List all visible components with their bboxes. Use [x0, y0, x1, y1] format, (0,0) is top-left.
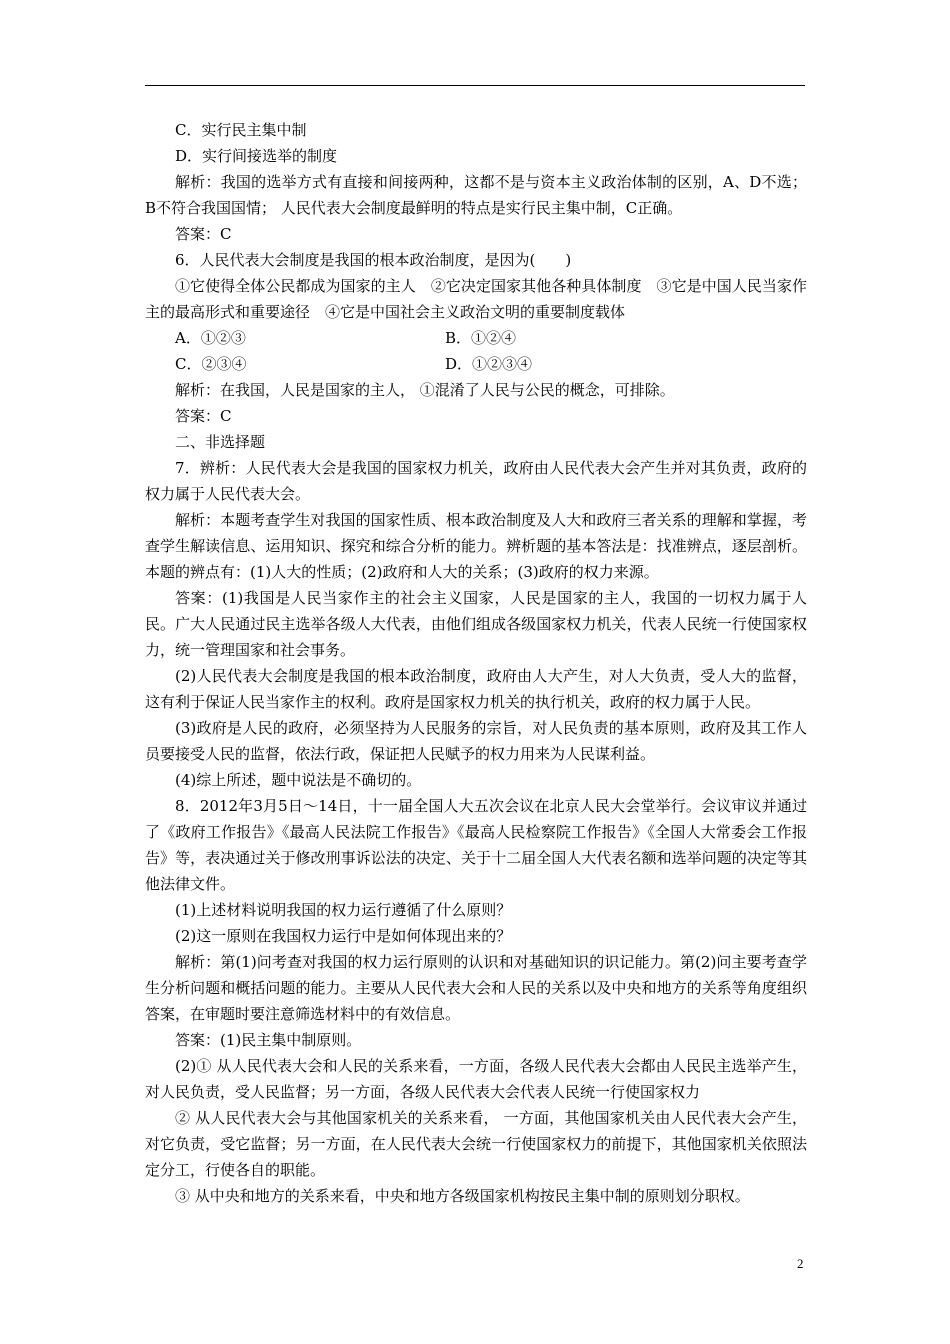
answer-q8-part-2: (2)① 从人民代表大会和人民的关系来看，一方面，各级人民代表大会都由人民民主选举产生，对人民负责，受人民监督；另一方面，各级人民代表大会代表人民统一行使国家权力 — [145, 1057, 807, 1101]
document-body — [145, 117, 807, 1209]
question-8-sub-2: (2)这一原则在我国权力运行中是如何体现出来的？ — [175, 927, 512, 945]
answer-q8-part-4: ③ 从中央和地方的关系来看，中央和地方各级国家机构按民主集中制的原则划分职权。 — [175, 1187, 750, 1205]
section-heading: 二、非选择题 — [175, 433, 266, 451]
answer-q7-part-4: (4)综上所述，题中说法是不确切的。 — [175, 771, 422, 789]
analysis-q7: 解析：本题考查学生对我国的国家性质、根本政治制度及人大和政府三者关系的理解和掌握，考查学生解读信息、运用知识、探究和综合分析的能力。辨析题的基本答法是：找准辨点，逐层剖析。本题的辨点有：(1)人大的性质；(2)政府和人大的关系；(3)政府的权力来源。 — [145, 511, 807, 581]
answer-q7-part-1: 答案：(1)我国是人民当家作主的社会主义国家，人民是国家的主人，我国的一切权力属于人民。广大人民通过民主选举各级人大代表，由他们组成各级国家权力机关，代表人民统一行使国家权力，统一管理国家和社会事务。 — [145, 589, 807, 659]
question-6-options-row-1 — [145, 325, 807, 351]
answer-q5: 答案：C — [175, 225, 232, 243]
option-c-q6: C．②③④ — [175, 355, 247, 373]
question-8-sub-1: (1)上述材料说明我国的权力运行遵循了什么原则？ — [175, 901, 512, 919]
option-c: C．实行民主集中制 — [175, 121, 307, 139]
question-7: 7．辨析：人民代表大会是我国的国家权力机关，政府由人民代表大会产生并对其负责，政府的权力属于人民代表大会。 — [145, 459, 807, 503]
question-6: 6．人民代表大会制度是我国的根本政治制度，是因为( ) — [175, 251, 572, 269]
analysis-q8: 解析：第(1)问考查对我国的权力运行原则的认识和对基础知识的识记能力。第(2)问主要考查学生分析问题和概括问题的能力。主要从人民代表大会和人民的关系以及中央和地方的关系等角度组织答案，在审题时要注意筛选材料中的有效信息。 — [145, 953, 807, 1023]
answer-q7-part-2: (2)人民代表大会制度是我国的根本政治制度，政府由人大产生，对人大负责，受人大的监督，这有利于保证人民当家作主的权利。政府是国家权力机关的执行机关，政府的权力属于人民。 — [145, 667, 807, 711]
analysis-q5: 解析：我国的选举方式有直接和间接两种，这都不是与资本主义政治体制的区别，A、D不选；B不符合我国国情； 人民代表大会制度最鲜明的特点是实行民主集中制，C正确。 — [145, 173, 807, 217]
option-b: B．①②④ — [445, 329, 517, 347]
question-8: 8．2012年3月5日～14日，十一届全国人大五次会议在北京人民大会堂举行。会议审议并通过了《政府工作报告》《最高人民法院工作报告》《最高人民检察院工作报告》《全国人大常委会工作报告》等，表决通过关于修改刑事诉讼法的决定、关于十二届全国人大代表名额和选举问题的决定等其他法律文件。 — [145, 797, 807, 893]
answer-q6: 答案：C — [175, 407, 232, 425]
analysis-q6: 解析：在我国，人民是国家的主人， ①混淆了人民与公民的概念，可排除。 — [175, 381, 675, 399]
header-rule — [145, 85, 805, 86]
option-a: A．①②③ — [175, 329, 246, 347]
answer-q8-part-3: ② 从人民代表大会与其他国家机关的关系来看， 一方面，其他国家机关由人民代表大会产生，对它负责，受它监督；另一方面，在人民代表大会统一行使国家权力的前提下，其他国家机关依照法定分工，行使各自的职能。 — [145, 1109, 807, 1179]
answer-q7-part-3: (3)政府是人民的政府，必须坚持为人民服务的宗旨，对人民负责的基本原则，政府及其工作人员要接受人民的监督，依法行政，保证把人民赋予的权力用来为人民谋利益。 — [145, 719, 807, 763]
answer-q8-part-1: 答案：(1)民主集中制原则。 — [175, 1031, 362, 1049]
page-number: 2 — [797, 1256, 804, 1271]
question-6-statements: ①它使得全体公民都成为国家的主人 ②它决定国家其他各种具体制度 ③它是中国人民当家作主的最高形式和重要途径 ④它是中国社会主义政治文明的重要制度载体 — [145, 277, 807, 321]
option-d: D．实行间接选举的制度 — [175, 147, 338, 165]
option-d-q6: D．①②③④ — [445, 355, 533, 373]
question-6-options-row-2 — [145, 351, 807, 377]
